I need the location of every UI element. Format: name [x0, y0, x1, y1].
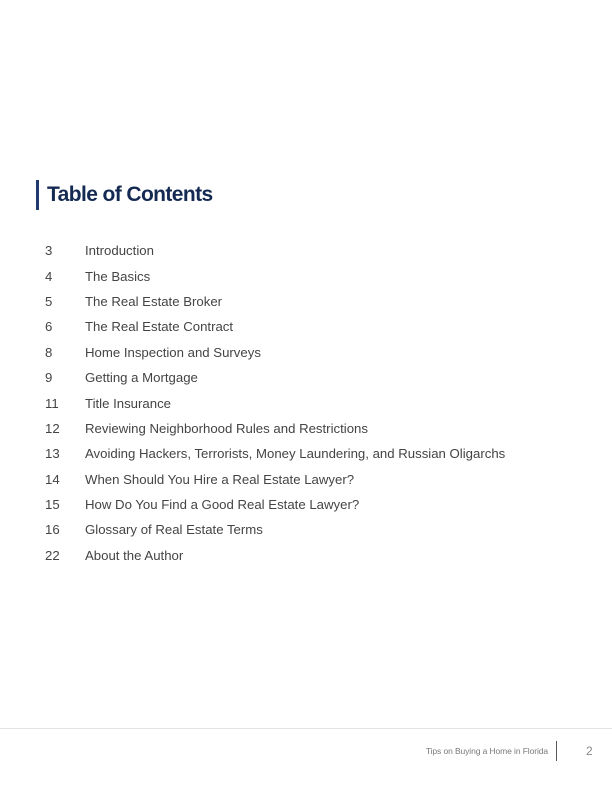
toc-list [45, 238, 505, 568]
toc-entry[interactable] [45, 314, 505, 339]
toc-entry-page: 22 [45, 547, 60, 563]
toc-entry[interactable] [45, 517, 505, 542]
toc-entry[interactable] [45, 467, 505, 492]
toc-entry[interactable] [45, 416, 505, 441]
toc-entry-title: Introduction [85, 243, 154, 259]
toc-entry-page: 14 [45, 471, 60, 487]
toc-entry-title: About the Author [85, 547, 184, 563]
toc-entry-page: 3 [45, 243, 53, 259]
toc-entry[interactable] [45, 340, 505, 365]
toc-entry[interactable] [45, 365, 505, 390]
toc-heading-text: Table of Contents [47, 183, 213, 206]
toc-entry-title: Reviewing Neighborhood Rules and Restrictions [85, 420, 368, 436]
toc-entry-page: 15 [45, 497, 60, 513]
toc-entry-page: 16 [45, 522, 60, 538]
toc-entry[interactable] [45, 263, 505, 288]
toc-entry-page: 13 [45, 446, 60, 462]
toc-entry-page: 6 [45, 319, 53, 335]
toc-entry-page: 5 [45, 293, 53, 309]
footer-divider-line [0, 728, 612, 729]
toc-entry-title: The Real Estate Broker [85, 293, 223, 309]
toc-entry[interactable] [45, 441, 505, 466]
toc-entry-page: 9 [45, 370, 53, 386]
footer-document-title: Tips on Buying a Home in Florida [425, 746, 548, 756]
toc-entry-title: Getting a Mortgage [85, 370, 198, 386]
footer-vertical-divider [556, 741, 557, 761]
toc-entry-title: Home Inspection and Surveys [85, 344, 261, 360]
toc-entry-title: Avoiding Hackers, Terrorists, Money Laundering, and Russian Oligarchs [85, 446, 506, 462]
toc-entry[interactable] [45, 543, 505, 568]
footer-page-number: 2 [586, 744, 593, 758]
toc-entry-title: Glossary of Real Estate Terms [85, 522, 263, 538]
toc-entry-title: When Should You Hire a Real Estate Lawyer? [85, 471, 355, 487]
toc-entry[interactable] [45, 289, 505, 314]
toc-entry-page: 11 [45, 395, 59, 411]
toc-entry-title: Title Insurance [85, 395, 172, 411]
toc-entry-page: 4 [45, 268, 53, 284]
toc-entry[interactable] [45, 492, 505, 517]
toc-entry-title: How Do You Find a Good Real Estate Lawyer? [85, 497, 360, 513]
toc-entry-title: The Real Estate Contract [85, 319, 234, 335]
toc-entry-page: 12 [45, 420, 60, 436]
toc-heading [36, 180, 213, 210]
toc-entry[interactable] [45, 390, 505, 415]
toc-entry[interactable] [45, 238, 505, 263]
toc-entry-page: 8 [45, 344, 53, 360]
toc-entry-title: The Basics [85, 268, 151, 284]
